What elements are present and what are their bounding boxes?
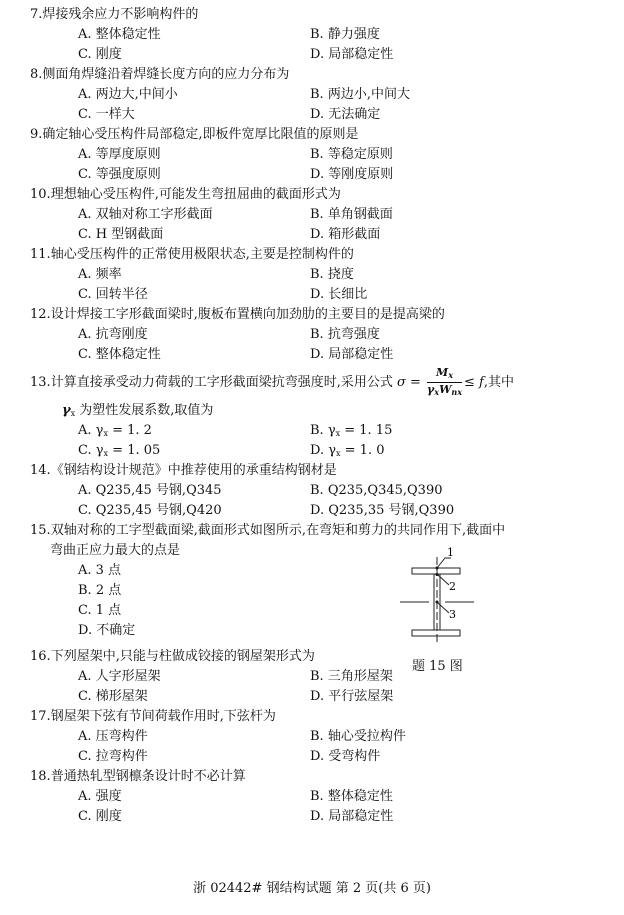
option-c: C. 等强度原则 [78,167,161,182]
option-b: B. 静力强度 [310,27,380,42]
question-text: 计算直接承受动力荷载的工字形截面梁抗弯强度时,采用公式 [50,375,393,390]
option-c: C. 回转半径 [78,287,148,302]
option-value: = 1. 05 [108,443,161,458]
option-d: D. 等刚度原则 [310,167,394,182]
question-14 [0,461,624,481]
formula-rhs: ≤ f [464,375,484,390]
question-text: 《钢结构设计规范》中推荐使用的承重结构钢材是 [50,463,337,478]
option-value: = 1. 15 [340,423,393,438]
option-a: A. 频率 [78,267,122,282]
point-3 [436,601,439,604]
option-b: B. 2 点 [78,583,122,598]
option-d: D. Q235,35 号钢,Q390 [310,503,455,518]
question-text: 设计焊接工字形截面梁时,腹板布置横向加劲肋的主要目的是提高梁的 [50,307,445,322]
question-number: 14. [30,463,51,478]
question-text: 双轴对称的工字型截面梁,截面形式如图所示,在弯矩和剪力的共同作用下,截面中 [50,523,506,538]
question-number: 10. [30,187,51,202]
option-b: B. 两边小,中间大 [310,87,410,102]
option-c: C. H 型钢截面 [78,227,164,242]
question-text: 下列屋架中,只能与柱做成铰接的钢屋架形式为 [50,649,315,664]
option-d: D. 局部稳定性 [310,347,394,362]
question-number: 12. [30,307,51,322]
formula [396,366,484,397]
option-row [0,45,624,65]
question-13-line2 [0,401,624,421]
question-8 [0,65,624,85]
option-row [0,225,624,245]
option-row [0,325,624,345]
formula-sub: x [448,370,453,380]
option-row [0,25,624,45]
question-17 [0,707,624,727]
option-a: A. 双轴对称工字形截面 [78,207,213,222]
option-c: C. 1 点 [78,603,122,618]
question-11 [0,245,624,265]
option [0,581,624,601]
option-d: D. 局部稳定性 [310,809,394,824]
option [0,621,624,641]
page-footer: 浙 02442# 钢结构试题 第 2 页(共 6 页) [193,881,431,896]
question-text: 普通热轧型钢檩条设计时不必计算 [50,769,246,784]
question-number: 13. [30,375,51,390]
question-number: 16. [30,649,51,664]
option-c: C. 拉弯构件 [78,749,148,764]
option [0,561,624,581]
leader-1 [437,558,451,568]
question-13-options [0,421,624,461]
formula-sub: nx [451,387,463,397]
formula-numerator: M [436,366,449,379]
question-16 [0,647,624,667]
formula-denominator-2: W [439,383,452,396]
question-number: 8. [30,67,43,82]
label-1: 1 [447,546,454,559]
option-b: B. 轴心受拉构件 [310,729,406,744]
option-row [0,85,624,105]
option-b: B. Q235,Q345,Q390 [310,483,443,498]
question-number: 15. [30,523,51,538]
gamma-sub: x [336,449,341,458]
option-a: A. 等厚度原则 [78,147,161,162]
question-number: 11. [30,247,51,262]
formula-sub: x [434,387,440,397]
option-a: A. Q235,45 号钢,Q345 [78,483,222,498]
option-row [0,421,624,441]
gamma-sub: x [335,429,341,438]
question-text: 钢屋架下弦有节间荷载作用时,下弦杆为 [50,709,276,724]
option-letter-gamma: D. γ [310,443,336,458]
option-c: C. 刚度 [78,809,122,824]
option-d: D. 平行弦屋架 [310,689,394,704]
option-letter-gamma: B. γ [310,423,336,438]
question-13 [0,365,624,401]
option-b: B. 单角钢截面 [310,207,393,222]
question-number: 9. [30,127,43,142]
question-number: 7. [30,7,43,22]
option-row [0,441,624,461]
i-beam-section-figure [395,545,485,655]
gamma-sub: x [70,409,76,418]
option-d: D. 不确定 [78,623,136,638]
question-18 [0,767,624,787]
question-14 [0,461,624,521]
formula-lhs: σ = [396,375,421,390]
option-d: D. 箱形截面 [310,227,381,242]
questions-7-12 [0,5,624,365]
option-row [0,807,624,827]
option-c: C. 梯形屋架 [78,689,148,704]
point-1 [436,567,439,570]
figure-caption: 题 15 图 [412,659,463,674]
option-row [0,345,624,365]
option-row [0,165,624,185]
exam-page [0,5,624,827]
option-row [0,285,624,305]
questions-16-18 [0,647,624,827]
question-15-line2 [0,541,624,561]
question-text: 轴心受压构件的正常使用极限状态,主要是控制构件的 [50,247,354,262]
option-b: B. 抗弯强度 [310,327,380,342]
option-b: B. 等稳定原则 [310,147,393,162]
option-row [0,667,624,687]
formula-denominator: γ [427,383,435,396]
option-d: D. 受弯构件 [310,749,381,764]
option-c: C. 刚度 [78,47,122,62]
option-c: C. 一样大 [78,107,135,122]
point-2 [436,573,439,576]
question-12 [0,305,624,325]
option-row [0,727,624,747]
option-row [0,787,624,807]
question-15 [0,521,624,541]
question-7 [0,5,624,25]
question-text: 为塑性发展系数,取值为 [75,403,214,418]
option-value: = 1. 2 [107,423,152,438]
option-a: A. 强度 [78,789,122,804]
option-c: C. 整体稳定性 [78,347,161,362]
option-row [0,105,624,125]
option-a: A. 两边大,中间小 [78,87,178,102]
option-row [0,687,624,707]
question-text: 确定轴心受压构件局部稳定,即板件宽厚比限值的原则是 [42,127,359,142]
gamma-sub: x [103,429,108,438]
option-a: A. 人字形屋架 [78,669,161,684]
question-text-end: ,其中 [483,375,514,390]
gamma-sub: x [103,449,109,458]
option-letter-gamma: C. γ [78,443,104,458]
option-d: D. 无法确定 [310,107,381,122]
option [0,601,624,621]
option-c: C. Q235,45 号钢,Q420 [78,503,222,518]
question-text: 焊接残余应力不影响构件的 [42,7,199,22]
option-row [0,265,624,285]
option-a: A. 整体稳定性 [78,27,161,42]
option-a: A. 3 点 [78,563,122,578]
question-text: 理想轴心受压构件,可能发生弯扭屈曲的截面形式为 [50,187,341,202]
option-d: D. 长细比 [310,287,368,302]
question-number: 18. [30,769,51,784]
option-a: A. 压弯构件 [78,729,148,744]
label-2: 2 [449,580,456,593]
label-3: 3 [449,608,456,621]
option-b: B. 三角形屋架 [310,669,393,684]
formula-fraction [427,366,462,399]
option-row [0,501,624,521]
option-row [0,747,624,767]
option-a: A. 抗弯刚度 [78,327,148,342]
question-10 [0,185,624,205]
question-text: 侧面角焊缝沿着焊缝长度方向的应力分布为 [42,67,290,82]
option-row [0,145,624,165]
question-number: 17. [30,709,51,724]
option-row [0,481,624,501]
option-b: B. 挠度 [310,267,354,282]
option-d: D. 局部稳定性 [310,47,394,62]
option-value: = 1. 0 [340,443,385,458]
bottom-flange [412,630,460,636]
option-letter-gamma: A. γ [78,423,104,438]
question-text: 弯曲正应力最大的点是 [50,543,181,558]
question-9 [0,125,624,145]
gamma-symbol: γ [62,403,71,418]
option-b: B. 整体稳定性 [310,789,393,804]
option-row [0,205,624,225]
